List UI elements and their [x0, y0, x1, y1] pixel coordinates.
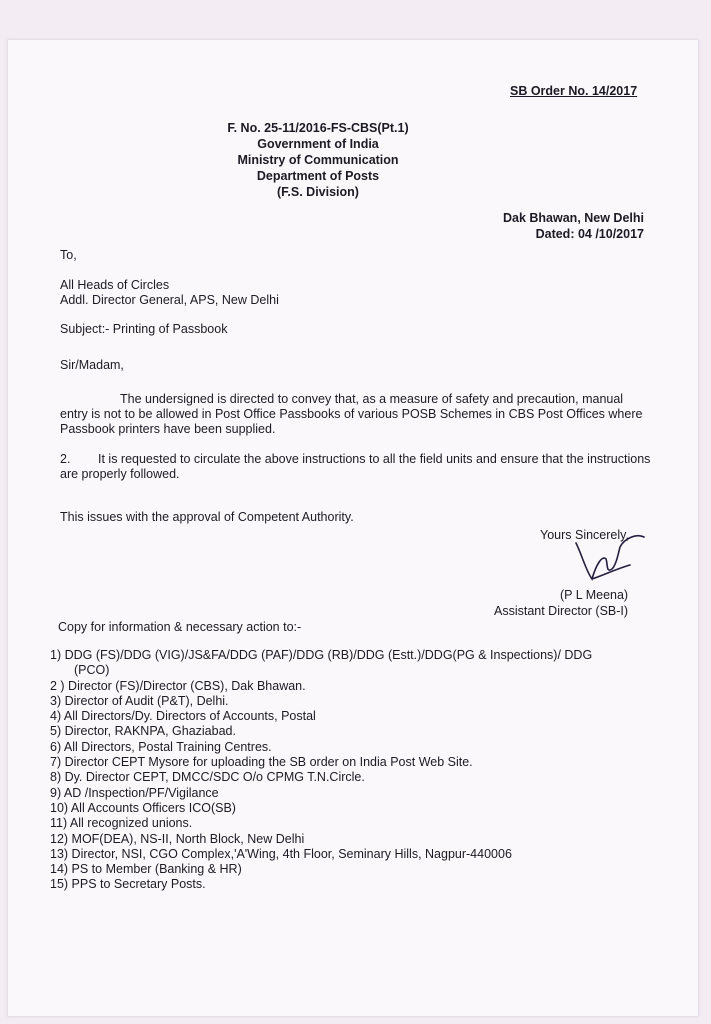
copy-item: 9) AD /Inspection/PF/Vigilance	[50, 785, 219, 800]
copy-item: 13) Director, NSI, CGO Complex,'A'Wing, 4th Floor, Seminary Hills, Nagpur-440006	[50, 846, 512, 861]
closing: Yours Sincerely,	[540, 528, 629, 542]
approval-line: This issues with the approval of Competent Authority.	[60, 510, 354, 524]
division-line: (F.S. Division)	[277, 185, 359, 199]
salutation: Sir/Madam,	[60, 358, 124, 372]
handwritten-signature	[568, 525, 648, 587]
paragraph-2-number: 2.	[60, 452, 71, 466]
copy-item: 12) MOF(DEA), NS-II, North Block, New Delhi	[50, 831, 305, 846]
recipients	[60, 278, 279, 308]
copy-item: 7) Director CEPT Mysore for uploading the SB order on India Post Web Site.	[50, 755, 473, 770]
copy-item: 2 ) Director (FS)/Director (CBS), Dak Bhawan.	[50, 678, 306, 693]
copy-item: 5) Director, RAKNPA, Ghaziabad.	[50, 724, 236, 739]
order-reference: SB Order No. 14/2017	[510, 84, 638, 98]
signer-title: Assistant Director (SB-I)	[494, 604, 629, 618]
copy-item: 10) All Accounts Officers ICO(SB)	[50, 800, 236, 815]
recipient: All Heads of Circles	[60, 278, 170, 292]
department-line: Department of Posts	[256, 169, 380, 183]
document-page	[8, 40, 698, 1016]
subject: Subject:- Printing of Passbook	[60, 322, 228, 336]
place: Dak Bhawan, New Delhi	[502, 211, 644, 225]
copy-item: 8) Dy. Director CEPT, DMCC/SDC O/o CPMG T.N.Circle.	[50, 770, 365, 785]
place-and-date	[503, 210, 644, 242]
copy-item: 14) PS to Member (Banking & HR)	[50, 862, 242, 877]
copy-heading: Copy for information & necessary action to:-	[58, 620, 302, 634]
letter-header	[208, 120, 428, 200]
file-number: F. No. 25-11/2016-FS-CBS(Pt.1)	[227, 121, 409, 135]
copy-item: 4) All Directors/Dy. Directors of Accounts, Postal	[50, 709, 316, 724]
copy-item: 11) All recognized unions.	[50, 816, 193, 831]
paragraph-2	[60, 452, 652, 482]
copy-item: 1) DDG (FS)/DDG (VIG)/JS&FA/DDG (PAF)/DDG (RB)/DDG (Estt.)/DDG(PG & Inspections)/ DDG (PCO)	[50, 648, 593, 678]
copy-list	[50, 648, 610, 893]
paragraph-2-text: It is requested to circulate the above instructions to all the field units and ensure that the instructions are properly followed.	[60, 452, 651, 481]
government-line: Government of India	[257, 137, 379, 151]
copy-item: 6) All Directors, Postal Training Centres.	[50, 739, 272, 754]
signer-name: (P L Meena)	[560, 588, 629, 602]
copy-item: 3) Director of Audit (P&T), Delhi.	[50, 693, 229, 708]
date: Dated: 04 /10/2017	[535, 227, 644, 241]
paragraph-1: The undersigned is directed to convey that, as a measure of safety and precaution, manual entry is not to be allowed in Post Office Passbooks of various POSB Schemes in CBS Post Offices where Passbook printers have been supplied.	[60, 392, 643, 436]
recipient: Addl. Director General, APS, New Delhi	[60, 293, 279, 307]
to-label: To,	[60, 248, 77, 262]
copy-item: 15) PPS to Secretary Posts.	[50, 877, 206, 892]
ministry-line: Ministry of Communication	[237, 153, 399, 167]
